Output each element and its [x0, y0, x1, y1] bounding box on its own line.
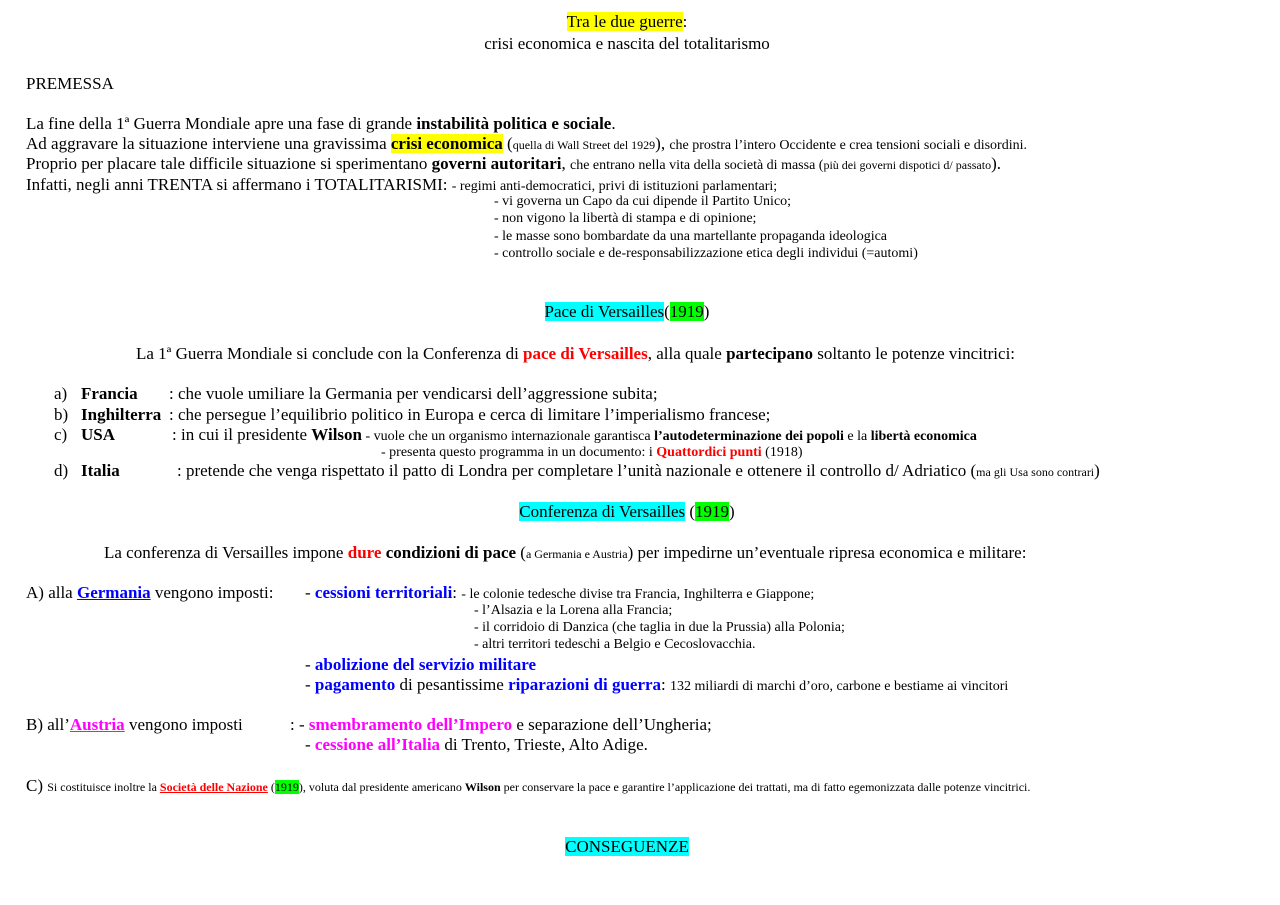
list-item: c) USA : in cui il presidente Wilson - vuole che un organismo internazionale garantisca l’autodeterminazione dei popoli e la libertà economica: [54, 425, 977, 444]
abolizione-line: - abolizione del servizio militare: [305, 655, 537, 674]
cessioni-item: - altri territori tedeschi a Belgio e Cecoslovacchia.: [474, 637, 756, 652]
page-subtitle: crisi economica e nascita del totalitarismo: [484, 34, 770, 53]
list-item: d) Italia : pretende che venga rispettato il patto di Londra per completare l’unità nazionale e ottenere il controllo d/ Adriatico (ma gli Usa sono contrari): [54, 461, 1100, 480]
riparazioni-line: - pagamento di pesantissime riparazioni di guerra: 132 miliardi di marchi d’oro, carbone e bestiame ai vincitori: [305, 675, 1009, 694]
premessa-line-4: Infatti, negli anni TRENTA si affermano i TOTALITARISMI: - regimi anti-democratici, privi di istituzioni parlamentari;: [26, 175, 778, 194]
totalitarismi-bullet: - non vigono la libertà di stampa e di opinione;: [494, 211, 757, 226]
conseguenze-heading: CONSEGUENZE: [565, 837, 689, 856]
premessa-line-2: Ad aggravare la situazione interviene una gravissima crisi economica (quella di Wall Street del 1929), che prostra l’intero Occidente e crea tensioni sociali e disordini.: [26, 134, 1027, 153]
usa-line-2: - presenta questo programma in un documento: i Quattordici punti (1918): [381, 445, 803, 460]
austria-line: B) all’Austria vengono imposti: [26, 715, 243, 734]
totalitarismi-bullet: - vi governa un Capo da cui dipende il Partito Unico;: [494, 194, 792, 209]
list-item: a) Francia : che vuole umiliare la Germania per vendicarsi dell’aggressione subita;: [54, 384, 658, 403]
cessioni-item: - l’Alsazia e la Lorena alla Francia;: [474, 603, 673, 618]
conferenza-heading: Conferenza di Versailles (1919): [519, 502, 735, 521]
germania-line: A) alla Germania vengono imposti:: [26, 583, 274, 602]
pace-intro: La 1ª Guerra Mondiale si conclude con la Conferenza di pace di Versailles, alla quale partecipano soltanto le potenze vincitrici:: [136, 344, 1016, 363]
cessione-italia-line: - cessione all’Italia di Trento, Trieste, Alto Adige.: [305, 735, 648, 754]
page-title: Tra le due guerre:: [566, 12, 688, 31]
conferenza-intro: La conferenza di Versailles impone dure condizioni di pace (a Germania e Austria) per impedirne un’eventuale ripresa economica e militare:: [104, 543, 1027, 562]
pace-heading: Pace di Versailles(1919): [544, 302, 710, 321]
premessa-heading: PREMESSA: [26, 74, 114, 93]
cessioni-item: - il corridoio di Danzica (che taglia in due la Prussia) alla Polonia;: [474, 620, 845, 635]
societa-line: C) Si costituisce inoltre la Società delle Nazione (1919), voluta dal presidente americano Wilson per conservare la pace e garantire l’applicazione dei trattati, ma di fatto egemonizzata dalle potenze vincitrici.: [26, 776, 1031, 795]
premessa-line-3: Proprio per placare tale difficile situazione si sperimentano governi autoritari, che entrano nella vita della società di massa (più dei governi dispotici d/ passato).: [26, 154, 1002, 173]
totalitarismi-bullet: - le masse sono bombardate da una martellante propaganda ideologica: [494, 229, 888, 244]
totalitarismi-bullet: - controllo sociale e de-responsabilizzazione etica degli individui (=automi): [494, 246, 918, 261]
cessioni-line: - cessioni territoriali: - le colonie tedesche divise tra Francia, Inghilterra e Giappone;: [305, 583, 815, 602]
list-item: b) Inghilterra : che persegue l’equilibrio politico in Europa e cerca di limitare l’imperialismo francese;: [54, 405, 771, 424]
title-highlight: Tra le due guerre: [566, 12, 683, 31]
premessa-line-1: La fine della 1ª Guerra Mondiale apre una fase di grande instabilità politica e sociale.: [26, 114, 616, 133]
smembramento-line: : - smembramento dell’Impero e separazione dell’Ungheria;: [290, 715, 712, 734]
